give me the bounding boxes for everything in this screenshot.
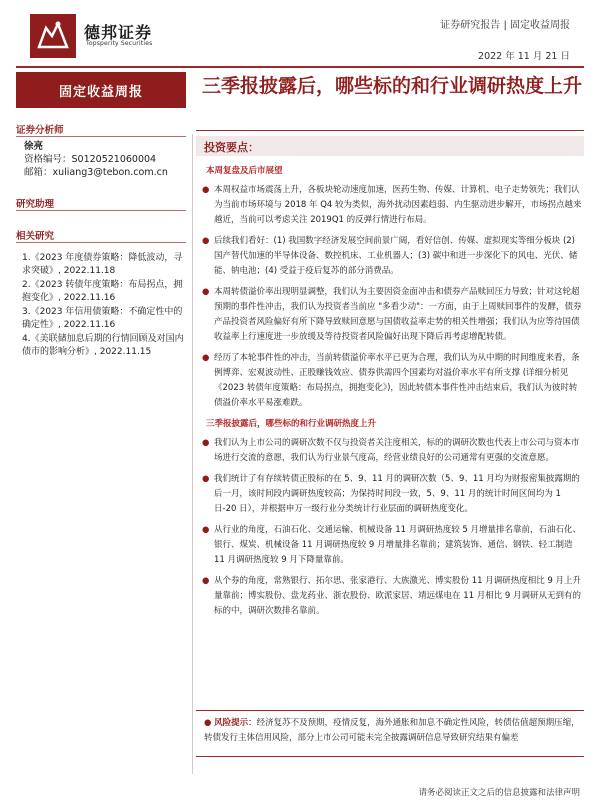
list-item [200,351,584,411]
disclaimer-footer: 请务必阅读正文之后的信息披露和法律声明 [418,788,580,798]
list-item [200,183,584,228]
bullet-icon: ● [202,185,210,195]
bullet-text: 我们统计了有存续转债正股标的在 5、9、11 月的调研次数（5、9、11 月均为财报密集披露期的后一月，该时间段内调研热度较高；为保持时间段一致，5、9、11 月的统计时间区间均为 1 日-20 日），并根据申万一级行业分类统计行业层面的调研热度变化。 [214,474,580,514]
analyst-heading: 证券分析师 [16,125,64,136]
list-item [200,285,584,345]
related-list [22,252,184,360]
list-item [200,436,584,466]
risk-warning [204,716,584,746]
related-rule [16,242,186,243]
related-item[interactable]: 4.《美联储加息后期的行情回顾及对国内债市的影响分析》, 2022.11.15 [22,334,184,357]
risk-divider [196,710,584,711]
main-content [200,164,584,625]
bullet-icon: ● [202,576,210,586]
category-badge: 固定收益周报 [16,72,186,108]
column-divider [192,134,193,774]
risk-bottom-divider [196,756,584,757]
list-item [200,574,584,619]
section1-heading: 本周复盘及后市展望 [206,166,283,176]
section2-heading: 三季报披露后，哪些标的和行业调研热度上升 [206,419,377,429]
bullet-text: 后续我们看好：(1) 我国数字经济发展空间前景广阔，看好信创、传媒、虚拟现实等细分板块 (2) 国产替代加速的半导体设备、数控机床、工业机器人；(3) 碳中和进一步深化下的风电、光伏、储能、钠电池；(4) 受益于疫后复苏的部分消费品。 [214,236,578,276]
bullet-icon: ● [202,353,210,363]
related-heading: 相关研究 [16,231,55,242]
bullet-text: 经历了本轮事件性的冲击，当前转债溢价率水平已更为合理，我们认为从中期的时间维度来看，条例博弈、宏观波动性、正股赚钱效应、债券供需四个国素均对溢价率水平有所支撑 (详细分析见《2023 转债年度策略：布局拐点，拥抱变化》)，因此转债本事件性冲击结束后，我们认为彼时转债溢价率水平易涨难跌。 [214,353,580,408]
analyst-rule [16,136,186,137]
related-item[interactable]: 3.《2023 年信用债策略：不确定性中的确定性》, 2022.11.16 [22,307,183,330]
analyst-info [24,140,168,179]
bullet-icon: ● [202,438,210,448]
bullet-text: 从行业的角度，石油石化、交通运输、机械设备 11 月调研热度较 5 月增量排名靠前，石油石化、银行、煤炭、机械设备 11 月调研热度较 9 月增量排名靠前；建筑装饰、通信、钢铁、轻工制造 11 月调研热度较 9 月下降量靠前。 [214,525,582,565]
analyst-email: 邮箱：xuliang3@tebon.com.cn [24,167,168,178]
analyst-license: 资格编号：S0120521060004 [24,154,157,165]
bullet-icon: ● [202,474,210,484]
key-points-label: 投资要点： [204,141,259,154]
analyst-name: 徐亮 [24,141,44,152]
title-divider [196,130,584,131]
list-item [200,523,584,568]
bullet-icon: ● [204,718,215,728]
header-divider [16,66,584,68]
assistant-heading: 研究助理 [16,199,55,210]
list-item [200,234,584,279]
related-item[interactable]: 1.《2023 年度债券策略：降低波动，寻求突破》, 2022.11.18 [22,253,183,276]
brand-name: 德邦证券 [84,23,153,42]
bullet-icon: ● [202,287,210,297]
bullet-text: 我们认为上市公司的调研次数不仅与投资者关注度相关，标的的调研次数也代表上市公司与资本市场进行交流的意愿，我们认为行业景气度高，经营业绩良好的公司通常有更强的交流意愿。 [214,438,580,463]
bullet-text: 从个券的角度，常熟银行、拓尔思、张家港行、大族激光、博实股份 11 月调研热度相比 9 月上升量靠前；博实股份、盘龙药业、浙农股份、欧派家居、靖远煤电在 11 月相比 9 月调研从无到有的标的中，调研次数排名靠前。 [214,576,582,616]
bullet-icon: ● [202,236,210,246]
bullet-text: 本周权益市场震荡上升，各板块轮动速度加速，医药生物、传媒、计算机、电子走势领先；我们认为当前市场环境与 2018 年 Q4 较为类似，海外扰动因素趋弱、内生驱动进步解开，市场拐点越来越近，当前可以考虑关注 2019Q1 的反弹行情进行布局。 [214,185,582,225]
bullet-text: 本周转债溢价率出现明显调整，我们认为主要因资金面冲击和债券产品赎回压力导致；针对这轮超预期的事件性冲击，我们认为投资者当前应 "多看少动"：一方面，由于上周赎回事件的发酵，债券产品投资者风险偏好有所下降导致赎回意愿与国债收益率走势的相关性增强；我们认为应等待国债收益率上行速度进一步放缓及等待投资者风险偏好出现下降后再考虑增配转债。 [214,287,582,342]
bullet-icon: ● [202,525,210,535]
brand-logo-icon [30,14,76,58]
assistant-rule [16,210,186,211]
report-title: 三季报披露后，哪些标的和行业调研热度上升 [201,75,582,97]
related-item[interactable]: 2.《2023 转债年度策略：布局拐点，拥抱变化》, 2022.11.16 [22,280,183,303]
brand-name-en: Topsperity Securities [86,40,153,47]
report-date: 2022 年 11 月 21 日 [478,51,570,62]
risk-text: 经济复苏不及预期，疫情反复，海外通胀和加息不确定性风险，转债估值超预期压缩，转债发行主体信用风险，部分上市公司可能未完全披露调研信息导致研究结果有偏差 [204,718,580,743]
list-item [200,472,584,517]
report-type: 证券研究报告 | 固定收益周报 [440,20,570,31]
risk-label: 风险提示： [214,718,257,728]
